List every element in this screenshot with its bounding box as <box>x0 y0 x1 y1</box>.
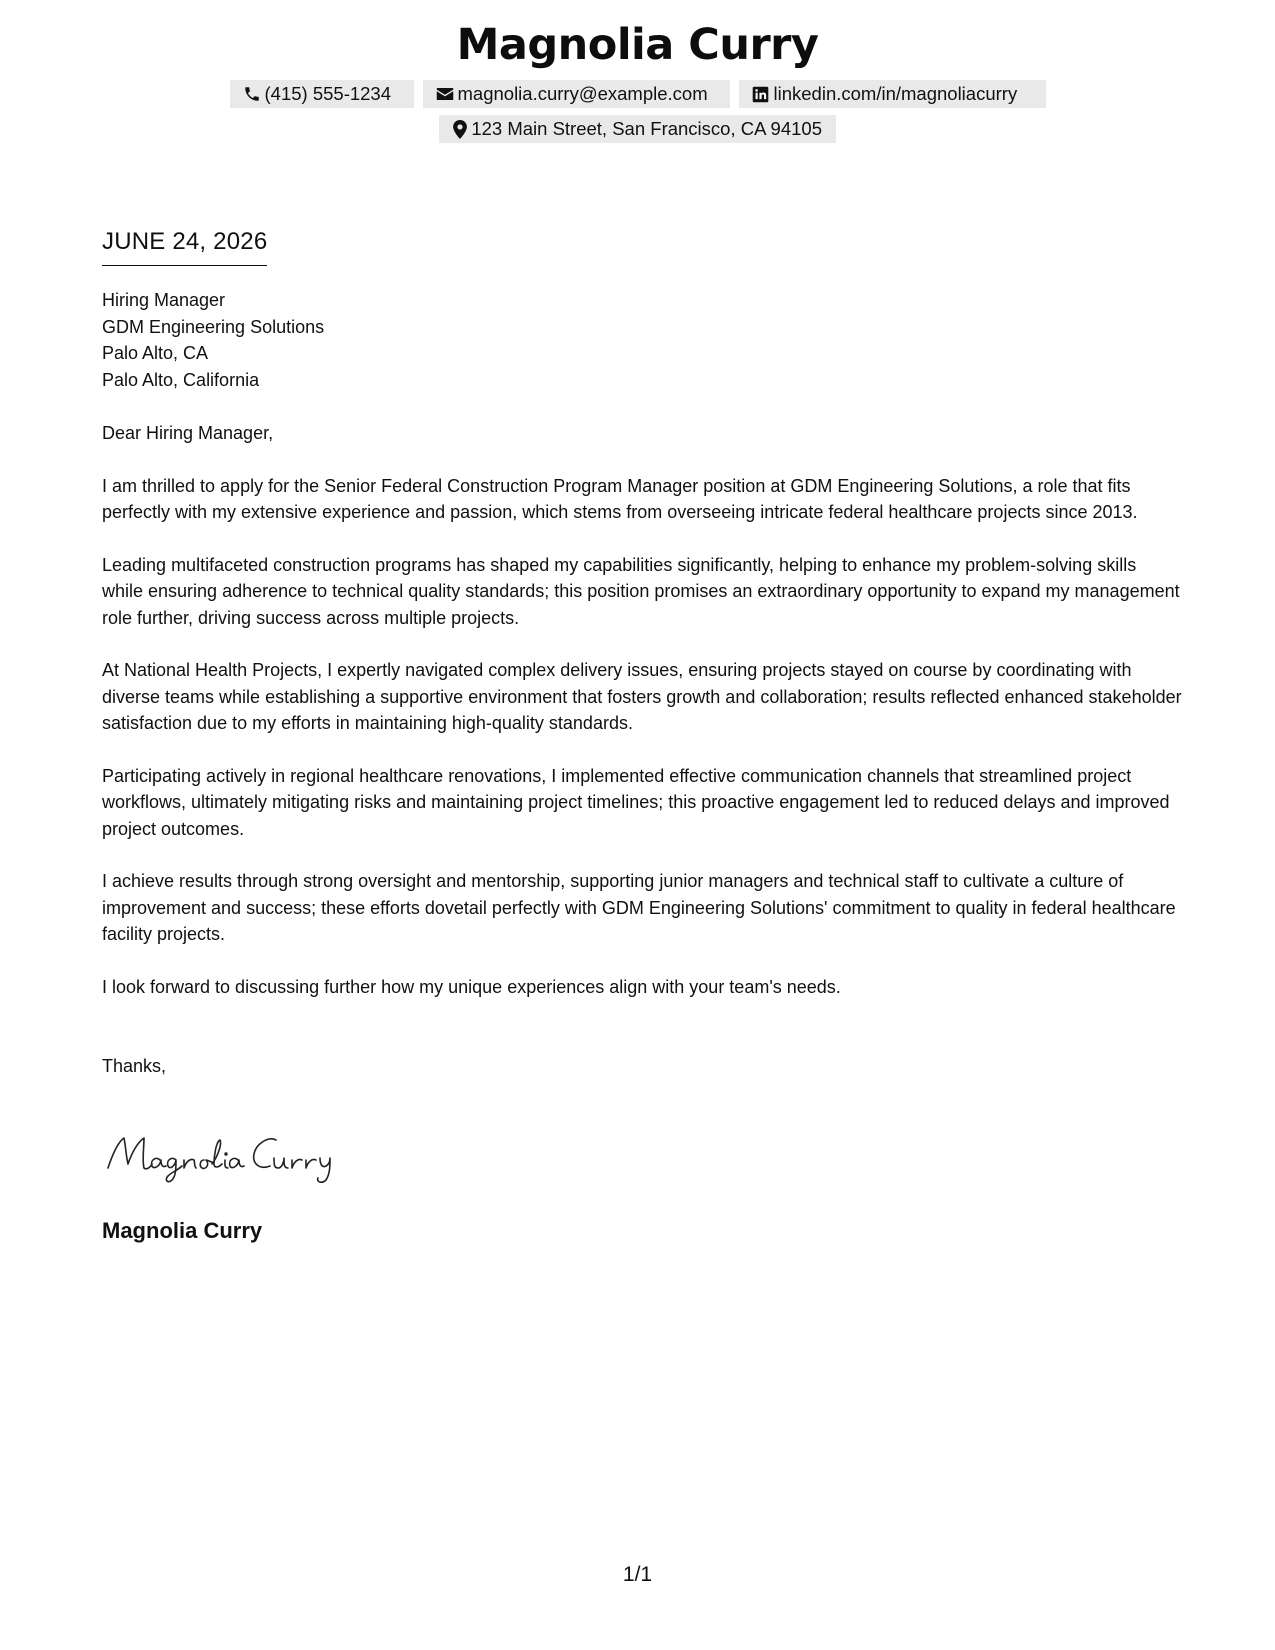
contact-bar <box>0 80 1275 108</box>
recipient-company: GDM Engineering Solutions <box>102 316 325 337</box>
address-bar <box>0 115 1275 143</box>
phone-chip <box>230 80 414 108</box>
map-pin-icon <box>451 119 468 139</box>
paragraph-3: At National Health Projects, I expertly navigated complex delivery issues, ensuring projects stayed on course by coordinating with diverse teams while establishing a supportive environment that fosters growth and collaboration; results reflected enhanced stakeholder satisfaction due to my efforts in maintaining high-quality standards. <box>102 660 1182 733</box>
applicant-name: Magnolia Curry <box>456 20 819 70</box>
linkedin-chip[interactable] <box>739 80 1046 108</box>
recipient-title: Hiring Manager <box>102 290 226 310</box>
email-text[interactable]: magnolia.curry@example.com <box>457 83 708 104</box>
email-chip[interactable] <box>423 80 730 108</box>
phone-text: (415) 555-1234 <box>264 83 392 104</box>
page-number: 1/1 <box>622 1563 653 1586</box>
paragraph-6: I look forward to discussing further how my unique experiences align with your team's needs. <box>102 976 841 997</box>
address-chip <box>439 115 836 143</box>
paragraph-2: Leading multifaceted construction programs has shaped my capabilities significantly, helping to enhance my problem-solving skills while ensuring adherence to technical quality standards; this position promises an extraordinary opportunity to expand my management role further, driving success across multiple projects. <box>102 554 1180 628</box>
paragraph-1: I am thrilled to apply for the Senior Federal Construction Program Manager position at GDM Engineering Solutions, a role that fits perfectly with my extensive experience and passion, which stems from overseeing intricate federal healthcare projects since 2013. <box>102 475 1138 522</box>
recipient-block <box>102 287 1182 393</box>
linkedin-text[interactable]: linkedin.com/in/magnoliacurry <box>773 83 1018 104</box>
letter-body <box>102 287 1182 1080</box>
address-text: 123 Main Street, San Francisco, CA 94105 <box>471 118 822 139</box>
linkedin-icon <box>751 84 771 104</box>
paragraph-4: Participating actively in regional healthcare renovations, I implemented effective communication channels that streamlined project workflows, ultimately mitigating risks and maintaining project timelines; this proactive engagement led to reduced delays and improved project outcomes. <box>102 765 1170 839</box>
salutation: Dear Hiring Manager, <box>102 423 274 443</box>
handwritten-signature <box>104 1126 374 1186</box>
signer-name: Magnolia Curry <box>102 1218 263 1243</box>
recipient-city: Palo Alto, CA <box>102 343 209 363</box>
letter-date: JUNE 24, 2026 <box>102 228 267 266</box>
recipient-state: Palo Alto, California <box>102 369 260 390</box>
closing: Thanks, <box>102 1056 167 1076</box>
paragraph-5: I achieve results through strong oversight and mentorship, supporting junior managers and technical staff to cultivate a culture of improvement and success; these efforts dovetail perfectly with GDM Engineering Solutions' commitment to quality in federal healthcare facility projects. <box>102 871 1176 944</box>
envelope-icon <box>435 84 455 104</box>
phone-icon <box>242 84 262 104</box>
